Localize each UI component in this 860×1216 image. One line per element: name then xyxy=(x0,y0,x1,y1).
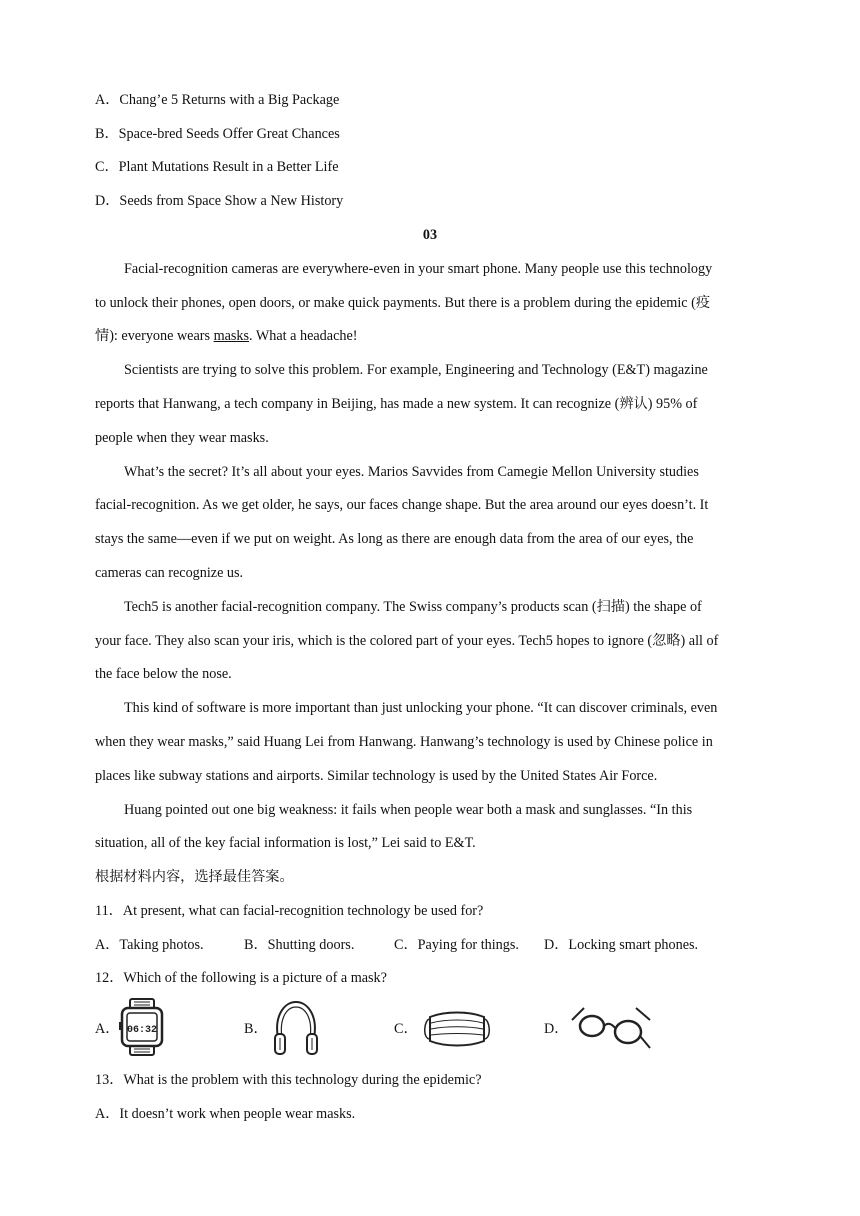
passage-line: This kind of software is more important than just unlocking your phone. “It can discover criminals, even xyxy=(124,700,718,716)
passage-line: reports that Hanwang, a tech company in Beijing, has made a new system. It can recognize (辨认) 95% of xyxy=(95,396,698,412)
passage-text: . What a headache! xyxy=(249,328,358,344)
passage-line: places like subway stations and airports. Similar technology is used by the United States Air Force. xyxy=(95,768,658,784)
q12-option-c[interactable]: C． xyxy=(394,1021,418,1037)
prev-option-d: D．Seeds from Space Show a New History xyxy=(95,193,344,209)
q11-option-d[interactable]: D．Locking smart phones. xyxy=(544,937,699,953)
q12-option-d[interactable]: D． xyxy=(544,1021,569,1037)
prev-option-b: B．Space-bred Seeds Offer Great Chances xyxy=(95,126,340,142)
headphones-icon xyxy=(270,998,322,1058)
underlined-word: masks xyxy=(213,328,250,344)
prev-option-a: A．Chang’e 5 Returns with a Big Package xyxy=(95,92,340,108)
passage-line: cameras can recognize us. xyxy=(95,565,244,581)
passage-line: Facial-recognition cameras are everywhere-even in your smart phone. Many people use this technology xyxy=(124,261,713,277)
passage-line: your face. They also scan your iris, which is the colored part of your eyes. Tech5 hopes to ignore (忽略) all of xyxy=(95,633,719,649)
glasses-icon xyxy=(570,1006,652,1050)
passage-text: 情): everyone wears xyxy=(95,328,214,344)
passage-line: situation, all of the key facial information is lost,” Lei said to E&T. xyxy=(95,835,476,851)
passage-line: people when they wear masks. xyxy=(95,430,269,446)
passage-line: What’s the secret? It’s all about your eyes. Marios Savvides from Camegie Mellon University studies xyxy=(124,464,699,480)
q11-option-b[interactable]: B．Shutting doors. xyxy=(244,937,355,953)
passage-line: when they wear masks,” said Huang Lei from Hanwang. Hanwang’s technology is used by Chinese police in xyxy=(95,734,713,750)
q12-option-b[interactable]: B． xyxy=(244,1021,268,1037)
passage-line xyxy=(95,326,358,346)
section-number: 03 xyxy=(422,227,438,243)
passage-line: to unlock their phones, open doors, or make quick payments. But there is a problem during the epidemic (疫 xyxy=(95,295,711,311)
prev-option-c: C．Plant Mutations Result in a Better Life xyxy=(95,159,339,175)
passage-line: Huang pointed out one big weakness: it fails when people wear both a mask and sunglasses. “In this xyxy=(124,802,693,818)
q13-option-a[interactable]: A．It doesn’t work when people wear masks. xyxy=(95,1106,356,1122)
q11-option-a[interactable]: A．Taking photos. xyxy=(95,937,204,953)
question-13-stem: 13．What is the problem with this technology during the epidemic? xyxy=(95,1072,482,1088)
mask-icon xyxy=(420,1009,494,1049)
passage-line: the face below the nose. xyxy=(95,666,232,682)
passage-line: Tech5 is another facial-recognition company. The Swiss company’s products scan (扫描) the shape of xyxy=(124,599,702,615)
passage-line: facial-recognition. As we get older, he says, our faces change shape. But the area around our eyes doesn’t. It xyxy=(95,497,709,513)
watch-icon xyxy=(118,998,166,1056)
question-12-stem: 12．Which of the following is a picture of a mask? xyxy=(95,970,387,986)
q12-option-a[interactable]: A． xyxy=(95,1021,120,1037)
question-11-stem: 11．At present, what can facial-recognition technology be used for? xyxy=(95,903,484,919)
instruction: 根据材料内容，选择最佳答案。 xyxy=(95,869,294,885)
passage-line: stays the same—even if we put on weight. As long as there are enough data from the area of our eyes, the xyxy=(95,531,694,547)
q11-option-c[interactable]: C．Paying for things. xyxy=(394,937,519,953)
passage-line: Scientists are trying to solve this problem. For example, Engineering and Technology (E&T) magazine xyxy=(124,362,708,378)
watch-display-text: 06:32 xyxy=(126,1025,158,1036)
